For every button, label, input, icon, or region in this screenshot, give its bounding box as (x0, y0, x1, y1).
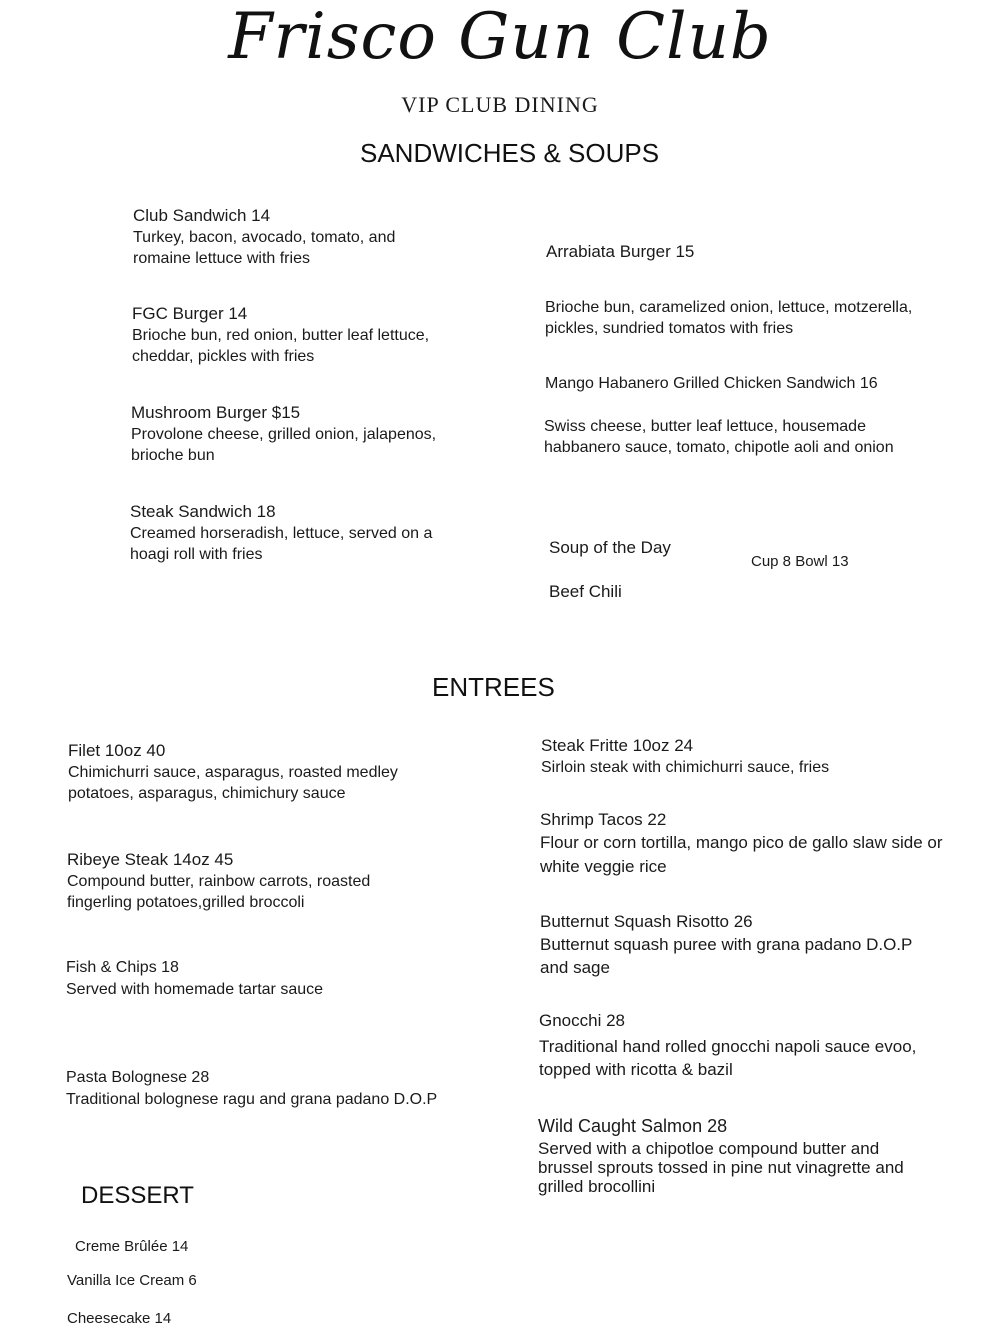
item-description: Chimichurri sauce, asparagus, roasted medley potatoes, asparagus, chimichury sauce (68, 764, 398, 802)
menu-item-mango-chicken-title: Mango Habanero Grilled Chicken Sandwich 16 (545, 375, 878, 392)
item-description: Turkey, bacon, avocado, tomato, and romaine lettuce with fries (133, 229, 396, 267)
dessert-item-vanilla-ice-cream: Vanilla Ice Cream 6 (67, 1272, 197, 1289)
menu-item-risotto (540, 911, 920, 979)
item-description: Butternut squash puree with grana padano D.O.P and sage (540, 935, 913, 977)
section-heading-entrees: ENTREES (432, 672, 555, 702)
item-title: Shrimp Tacos 22 (540, 810, 667, 829)
menu-item-steak-fritte (541, 735, 941, 778)
item-title: Fish & Chips 18 (66, 959, 179, 976)
item-description: Traditional hand rolled gnocchi napoli sauce evoo, topped with ricotta & bazil (539, 1037, 917, 1079)
item-title: Mushroom Burger $15 (131, 403, 301, 422)
menu-item-mushroom-burger (131, 402, 476, 466)
item-title: Butternut Squash Risotto 26 (540, 912, 753, 931)
item-description: Sirloin steak with chimichurri sauce, fries (541, 759, 830, 776)
item-title: Gnocchi 28 (539, 1011, 625, 1030)
section-heading-sandwiches: SANDWICHES & SOUPS (360, 138, 660, 168)
menu-item-fgc-burger (132, 303, 472, 367)
menu-item-gnocchi (539, 1010, 939, 1081)
menu-subtitle: VIP CLUB DINING (401, 92, 599, 117)
menu-item-steak-sandwich (130, 501, 470, 565)
soup-price: Cup 8 Bowl 13 (751, 553, 849, 570)
dessert-item-creme-brulee: Creme Brûlée 14 (75, 1238, 189, 1255)
item-title: Ribeye Steak 14oz 45 (67, 850, 234, 869)
menu-item-soup-of-day: Soup of the Day (549, 538, 671, 557)
menu-item-fish-chips (66, 957, 426, 1000)
menu-item-club-sandwich (133, 205, 453, 269)
menu-item-ribeye (67, 849, 427, 913)
item-description: Brioche bun, red onion, butter leaf lettuce, cheddar, pickles with fries (132, 327, 430, 365)
item-title: Pasta Bolognese 28 (66, 1069, 210, 1086)
item-title: FGC Burger 14 (132, 304, 248, 323)
item-title: Steak Fritte 10oz 24 (541, 736, 694, 755)
item-title: Filet 10oz 40 (68, 741, 166, 760)
item-description: Traditional bolognese ragu and grana padano D.O.P (66, 1091, 438, 1108)
item-description: Compound butter, rainbow carrots, roasted fingerling potatoes,grilled broccoli (67, 873, 371, 911)
item-description: Creamed horseradish, lettuce, served on a hoagi roll with fries (130, 525, 433, 563)
item-description: Served with homemade tartar sauce (66, 981, 324, 998)
menu-item-salmon (538, 1115, 928, 1196)
item-description: Flour or corn tortilla, mango pico de gallo slaw side or white veggie rice (540, 833, 943, 876)
menu-item-arrabiata-burger-title: Arrabiata Burger 15 (546, 242, 695, 261)
menu-item-shrimp-tacos (540, 809, 950, 879)
dessert-item-cheesecake: Cheesecake 14 (67, 1310, 172, 1327)
item-description: Provolone cheese, grilled onion, jalapenos, brioche bun (131, 426, 437, 464)
section-heading-dessert: DESSERT (81, 1182, 194, 1209)
item-title: Wild Caught Salmon 28 (538, 1116, 728, 1136)
item-description: Served with a chipotloe compound butter and brussel sprouts tossed in pine nut vinagrette and grilled brocollini (538, 1139, 904, 1196)
item-title: Club Sandwich 14 (133, 206, 271, 225)
brand-logo: Frisco Gun Club (228, 0, 772, 74)
menu-item-pasta-bolognese (66, 1067, 446, 1110)
menu-item-filet (68, 740, 448, 804)
menu-item-arrabiata-burger-desc: Brioche bun, caramelized onion, lettuce, motzerella, pickles, sundried tomatos with fries (545, 299, 913, 337)
menu-item-mango-chicken-desc: Swiss cheese, butter leaf lettuce, housemade habbanero sauce, tomato, chipotle aoli and onion (544, 418, 894, 456)
menu-item-beef-chili: Beef Chili (549, 582, 622, 601)
item-title: Steak Sandwich 18 (130, 502, 276, 521)
